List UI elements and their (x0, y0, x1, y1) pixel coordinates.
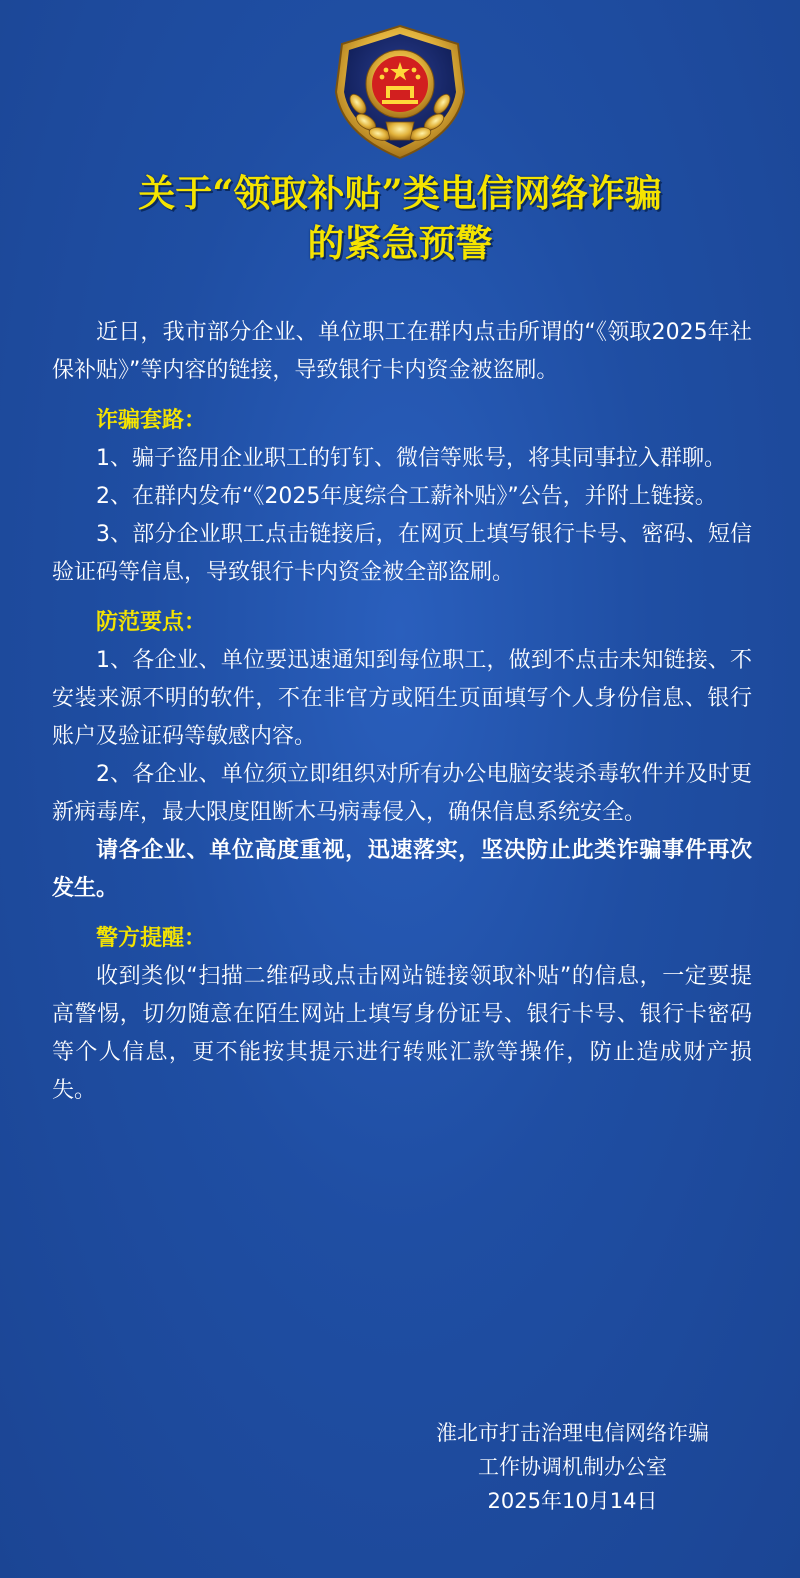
issuer-line-1: 淮北市打击治理电信网络诈骗 (436, 1421, 709, 1445)
issuer-block (405, 1416, 740, 1518)
intro-paragraph: 近日，我市部分企业、单位职工在群内点击所谓的“《领取2025年社保补贴》”等内容的链接，导致银行卡内资金被盗刷。 (52, 320, 752, 383)
police-emblem-icon (326, 22, 474, 162)
reminder-heading: 警方提醒： (96, 926, 207, 951)
notice-title (0, 168, 800, 268)
title-line-2: 的紧急预警 (307, 221, 493, 265)
notice-body (52, 314, 752, 1110)
reminder-paragraph: 收到类似“扫描二维码或点击网站链接领取补贴”的信息，一定要提高警惕，切勿随意在陌生网站上填写身份证号、银行卡号、银行卡密码等个人信息，更不能按其提示进行转账汇款等操作，防止造成财产损失。 (52, 964, 752, 1103)
issuer-line-2: 工作协调机制办公室 (478, 1455, 667, 1479)
prevention-item-1: 1、各企业、单位要迅速通知到每位职工，做到不点击未知链接、不安装来源不明的软件，不在非官方或陌生页面填写个人身份信息、银行账户及验证码等敏感内容。 (52, 648, 752, 749)
fraud-item-2: 2、在群内发布“《2025年度综合工薪补贴》”公告，并附上链接。 (96, 484, 717, 509)
prevention-heading: 防范要点： (96, 610, 207, 635)
fraud-item-3: 3、部分企业职工点击链接后，在网页上填写银行卡号、密码、短信验证码等信息，导致银行卡内资金被全部盗刷。 (52, 522, 752, 585)
appeal-paragraph: 请各企业、单位高度重视，迅速落实，坚决防止此类诈骗事件再次发生。 (52, 838, 752, 901)
title-line-1: 关于“领取补贴”类电信网络诈骗 (138, 171, 662, 215)
fraud-heading: 诈骗套路： (96, 408, 207, 433)
issue-date: 2025年10月14日 (487, 1489, 658, 1513)
fraud-item-1: 1、骗子盗用企业职工的钉钉、微信等账号，将其同事拉入群聊。 (96, 446, 726, 471)
prevention-item-2: 2、各企业、单位须立即组织对所有办公电脑安装杀毒软件并及时更新病毒库，最大限度阻断木马病毒侵入，确保信息系统安全。 (52, 762, 752, 825)
